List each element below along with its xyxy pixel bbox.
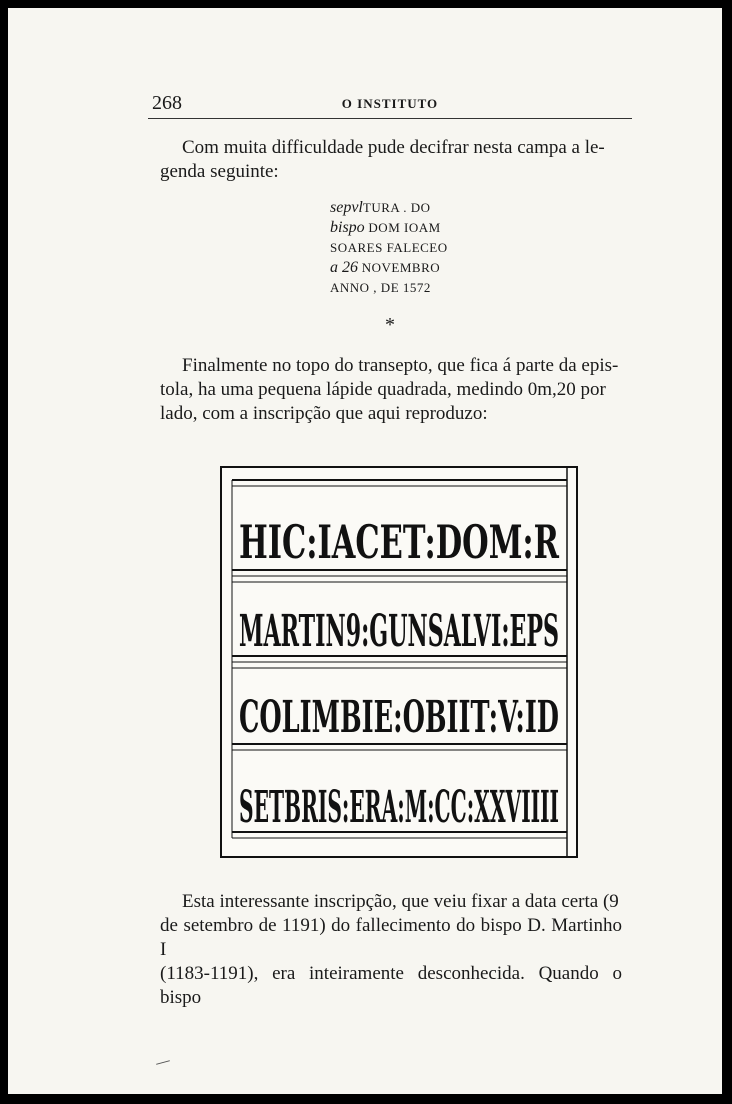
inscription-stone-drawing: [220, 466, 582, 862]
epitaph-line: a 26 NOVEMBRO: [330, 259, 441, 276]
paragraph-line: lado, com a inscripção que aqui reproduzo:: [160, 403, 488, 424]
book-page: [8, 8, 722, 1094]
section-divider: *: [385, 314, 395, 336]
running-title: O INSTITUTO: [341, 96, 439, 111]
epitaph-line: bispo DOM IOAM: [330, 219, 441, 236]
header-rule: [148, 118, 632, 119]
paragraph-line: tola, ha uma pequena lápide quadrada, medindo 0m,20 por: [160, 379, 606, 400]
paragraph-transept: [160, 354, 622, 426]
paragraph-intro: [160, 136, 622, 184]
paragraph-commentary: [160, 890, 622, 1010]
paragraph-line: (1183-1191), era inteiramente desconhecida. Quando o bispo: [160, 963, 622, 1008]
inscription-line-2: MARTIN9:GUNSALVI:EPS: [239, 606, 559, 657]
inscription-line-3: COLIMBIE:OBIIT:V:ID: [239, 692, 559, 743]
stray-ink-mark: [156, 1060, 170, 1065]
paragraph-line: de setembro de 1191) do fallecimento do bispo D. Martinho I: [160, 915, 622, 960]
epitaph-line: sepvlTURA . DO: [330, 199, 431, 216]
inscription-figure: [220, 466, 582, 862]
paragraph-line: genda seguinte:: [160, 161, 279, 182]
inscription-line-1: HIC:IACET:DOM:R: [239, 515, 560, 569]
inscription-line-4: SETBRIS:ERA:M:CC:XXVIIII: [239, 782, 559, 833]
epitaph-line: ANNO , DE 1572: [330, 280, 431, 295]
page-header: [148, 90, 632, 120]
epitaph-transcription: [330, 198, 490, 298]
page-number: 268: [152, 92, 182, 114]
paragraph-line: Esta interessante inscripção, que veiu fixar a data certa (9: [182, 891, 619, 912]
paragraph-line: Com muita difficuldade pude decifrar nesta campa a le-: [182, 137, 605, 158]
epitaph-line: SOARES FALECEO: [330, 240, 448, 255]
paragraph-line: Finalmente no topo do transepto, que fica á parte da epis-: [182, 355, 619, 376]
